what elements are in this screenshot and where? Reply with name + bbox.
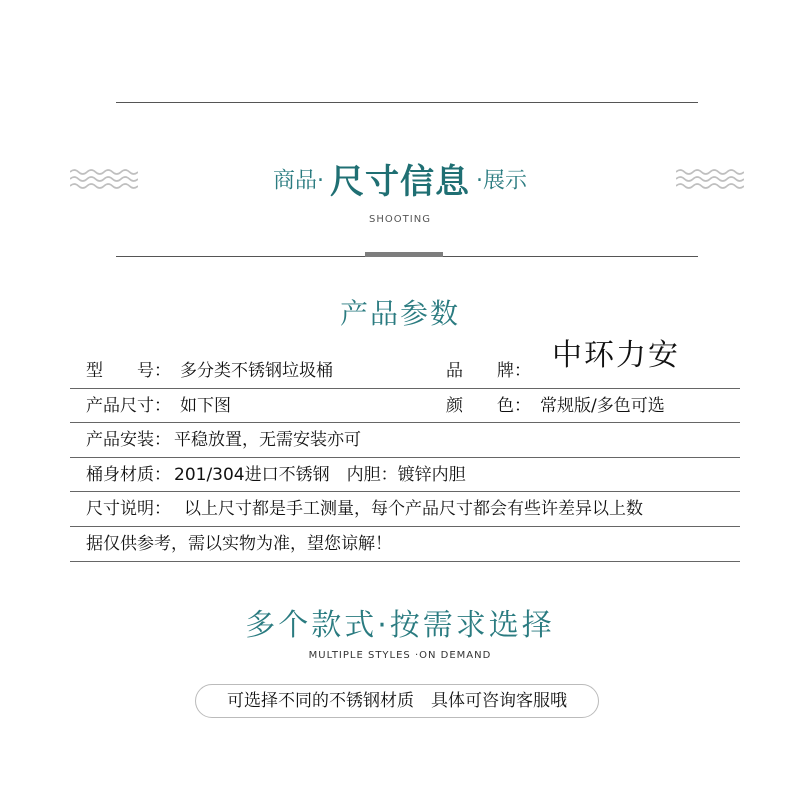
spec-value: 常规版/多色可选 [540, 396, 665, 416]
spec-label: 品 牌： [446, 361, 531, 381]
header-accent-bar [365, 252, 443, 257]
row-divider [70, 561, 740, 562]
header-main-title: 尺寸信息 [330, 161, 470, 202]
spec-label: 尺寸说明： [86, 499, 171, 519]
spec-value: 201/304进口不锈钢 内胆：镀锌内胆 [174, 465, 466, 485]
spec-label: 型 号： [86, 361, 171, 381]
spec-label: 产品安装： [86, 430, 171, 450]
styles-subtitle: MULTIPLE STYLES ·ON DEMAND [308, 650, 492, 661]
spec-row [70, 458, 740, 492]
spec-row [70, 527, 740, 561]
section-header [0, 156, 800, 216]
top-divider [116, 102, 698, 103]
spec-value: 多分类不锈钢垃圾桶 [180, 361, 333, 381]
spec-value: 据仅供参考，需以实物为准，望您谅解！ [86, 534, 392, 554]
header-subtitle: SHOOTING [369, 214, 431, 225]
spec-value: 平稳放置，无需安装亦可 [174, 430, 361, 450]
spec-row [70, 389, 740, 423]
spec-label: 桶身材质： [86, 465, 171, 485]
header-left-text: 商品· [273, 168, 324, 194]
brand-value: 中环力安 [552, 338, 680, 373]
styles-note-pill: 可选择不同的不锈钢材质 具体可咨询客服哦 [195, 684, 599, 718]
spec-row [70, 423, 740, 457]
spec-value: 如下图 [180, 396, 231, 416]
spec-row [70, 492, 740, 526]
params-title: 产品参数 [339, 297, 460, 330]
spec-label: 产品尺寸： [86, 396, 171, 416]
spec-row [70, 354, 740, 388]
spec-value: 以上尺寸都是手工测量，每个产品尺寸都会有些许差异以上数 [184, 499, 643, 519]
header-title [0, 156, 800, 207]
styles-title: 多个款式·按需求选择 [245, 608, 555, 643]
spec-label: 颜 色： [446, 396, 531, 416]
header-right-text: ·展示 [476, 168, 527, 194]
